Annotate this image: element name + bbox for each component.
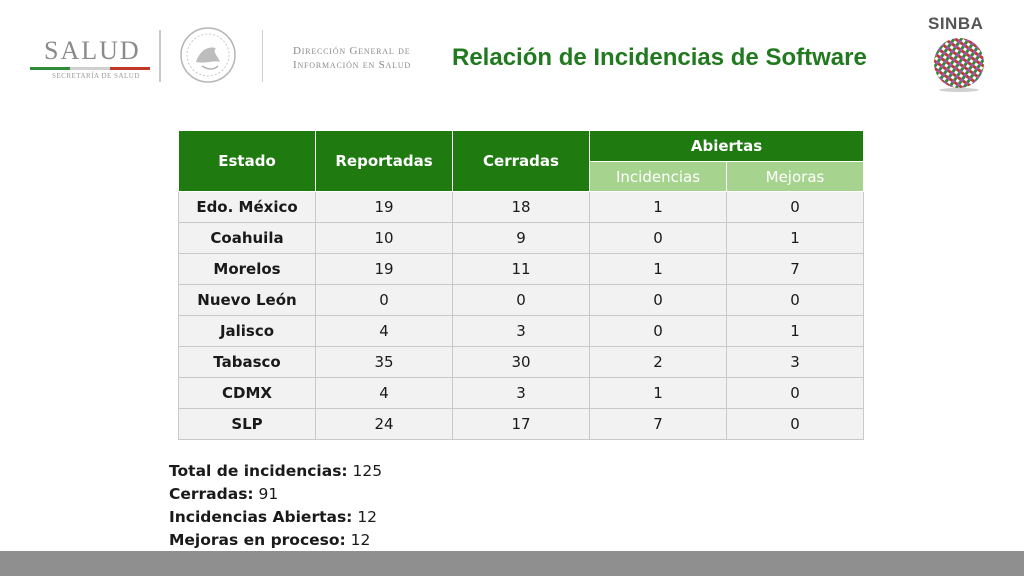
cell-estado: SLP xyxy=(179,409,316,440)
cell-mejoras: 1 xyxy=(727,316,864,347)
table-row xyxy=(179,316,864,347)
header-mejoras: Mejoras xyxy=(727,162,864,192)
cell-reportadas: 19 xyxy=(316,254,453,285)
summary-total xyxy=(169,460,382,483)
cell-incidencias: 0 xyxy=(590,223,727,254)
header-cerradas: Cerradas xyxy=(453,131,590,192)
cell-cerradas: 11 xyxy=(453,254,590,285)
cell-reportadas: 4 xyxy=(316,316,453,347)
cell-cerradas: 3 xyxy=(453,316,590,347)
header-estado: Estado xyxy=(179,131,316,192)
footer-bar xyxy=(0,551,1024,576)
cell-cerradas: 18 xyxy=(453,192,590,223)
cell-incidencias: 1 xyxy=(590,254,727,285)
summary-mejoras-label: Mejoras en proceso: xyxy=(169,531,346,549)
cell-incidencias: 2 xyxy=(590,347,727,378)
summary-abiertas xyxy=(169,506,382,529)
page-title: Relación de Incidencias de Software xyxy=(452,44,867,71)
table-row xyxy=(179,378,864,409)
dgis-logo-text xyxy=(293,44,411,72)
mexico-seal-icon xyxy=(178,26,238,84)
summary-block xyxy=(169,460,382,552)
table-row xyxy=(179,192,864,223)
cell-cerradas: 30 xyxy=(453,347,590,378)
table-row xyxy=(179,254,864,285)
cell-estado: CDMX xyxy=(179,378,316,409)
summary-total-label: Total de incidencias: xyxy=(169,462,348,480)
salud-logo xyxy=(30,36,150,82)
table-row xyxy=(179,409,864,440)
header-reportadas: Reportadas xyxy=(316,131,453,192)
cell-estado: Jalisco xyxy=(179,316,316,347)
cell-incidencias: 0 xyxy=(590,316,727,347)
cell-reportadas: 0 xyxy=(316,285,453,316)
header-incidencias: Incidencias xyxy=(590,162,727,192)
cell-mejoras: 3 xyxy=(727,347,864,378)
summary-abiertas-label: Incidencias Abiertas: xyxy=(169,508,353,526)
cell-incidencias: 7 xyxy=(590,409,727,440)
cell-mejoras: 0 xyxy=(727,192,864,223)
cell-incidencias: 1 xyxy=(590,378,727,409)
cell-estado: Edo. México xyxy=(179,192,316,223)
cell-reportadas: 19 xyxy=(316,192,453,223)
sinba-globe-icon xyxy=(930,34,988,92)
dgis-line-2: Información en Salud xyxy=(293,59,411,71)
incidents-table xyxy=(178,130,864,440)
cell-incidencias: 0 xyxy=(590,285,727,316)
cell-estado: Tabasco xyxy=(179,347,316,378)
cell-reportadas: 24 xyxy=(316,409,453,440)
table-row xyxy=(179,223,864,254)
summary-cerradas-value: 91 xyxy=(253,485,279,503)
dgis-line-1: Dirección General de xyxy=(293,45,411,57)
cell-mejoras: 0 xyxy=(727,378,864,409)
summary-abiertas-value: 12 xyxy=(352,508,378,526)
salud-logo-text: SALUD xyxy=(44,36,141,65)
table-row xyxy=(179,285,864,316)
header-divider-2 xyxy=(262,30,263,82)
summary-mejoras xyxy=(169,529,382,552)
salud-logo-stripe xyxy=(30,67,150,70)
header-divider xyxy=(159,30,161,82)
summary-mejoras-value: 12 xyxy=(345,531,371,549)
cell-reportadas: 35 xyxy=(316,347,453,378)
cell-cerradas: 9 xyxy=(453,223,590,254)
cell-cerradas: 17 xyxy=(453,409,590,440)
cell-reportadas: 4 xyxy=(316,378,453,409)
summary-cerradas xyxy=(169,483,382,506)
summary-total-value: 125 xyxy=(347,462,383,480)
cell-estado: Morelos xyxy=(179,254,316,285)
cell-estado: Coahuila xyxy=(179,223,316,254)
cell-reportadas: 10 xyxy=(316,223,453,254)
sinba-logo-text: SINBA xyxy=(928,14,984,33)
header-abiertas: Abiertas xyxy=(590,131,864,162)
cell-mejoras: 0 xyxy=(727,409,864,440)
cell-estado: Nuevo León xyxy=(179,285,316,316)
table-row xyxy=(179,347,864,378)
cell-mejoras: 7 xyxy=(727,254,864,285)
cell-mejoras: 0 xyxy=(727,285,864,316)
summary-cerradas-label: Cerradas: xyxy=(169,485,254,503)
cell-cerradas: 0 xyxy=(453,285,590,316)
cell-cerradas: 3 xyxy=(453,378,590,409)
cell-incidencias: 1 xyxy=(590,192,727,223)
salud-logo-subtitle: SECRETARÍA DE SALUD xyxy=(52,72,140,80)
cell-mejoras: 1 xyxy=(727,223,864,254)
